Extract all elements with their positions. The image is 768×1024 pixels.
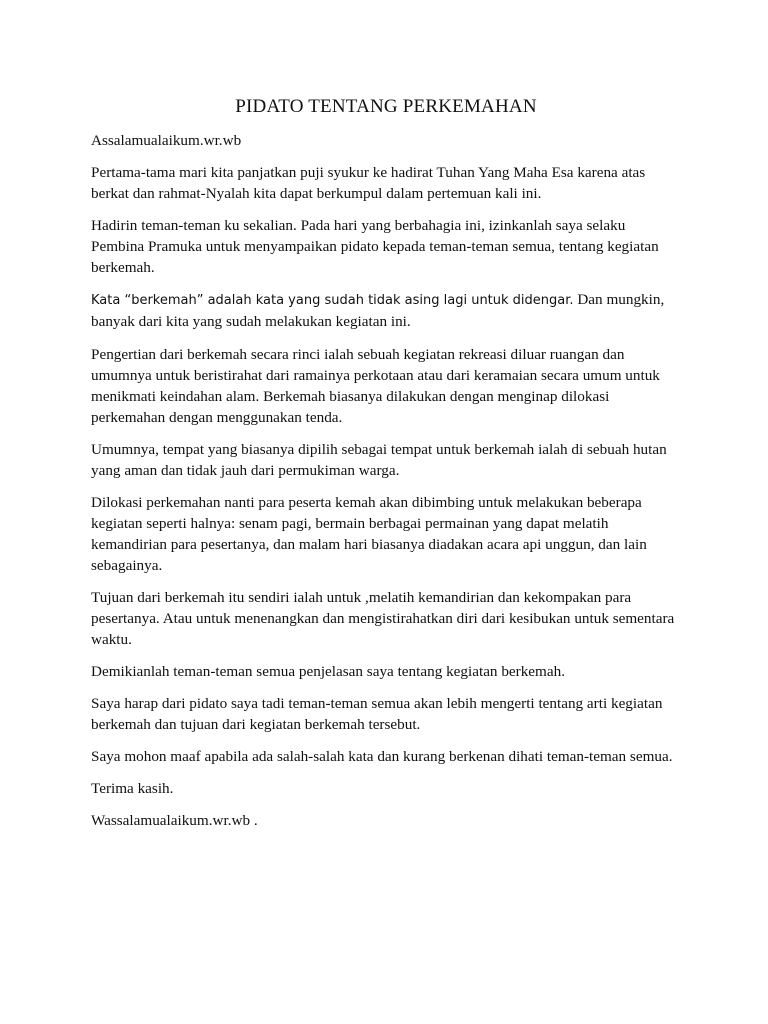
closing-salutation: Wassalamualaikum.wr.wb . xyxy=(91,812,258,829)
document-title: PIDATO TENTANG PERKEMAHAN xyxy=(235,96,537,117)
paragraph-definition: Pengertian dari berkemah secara rinci ialah sebuah kegiatan rekreasi diluar ruangan dan umumnya untuk beristirahat dari ramainya perkotaan atau dari keramaian secara umum untuk menikmati keindahan alam. Berkemah biasanya dilakukan dengan menginap dilokasi perkemahan dengan menggunakan tenda. xyxy=(91,346,660,426)
paragraph-location: Umumnya, tempat yang biasanya dipilih sebagai tempat untuk berkemah ialah di sebuah hutan yang aman dan tidak jauh dari permukiman warga. xyxy=(91,441,667,479)
paragraph-activities: Dilokasi perkemahan nanti para peserta kemah akan dibimbing untuk melakukan beberapa kegiatan seperti halnya: senam pagi, bermain berbagai permainan yang dapat melatih kemandirian para pesertanya, dan malam hari biasanya diadakan acara api unggun, dan lain sebagainya. xyxy=(91,494,647,574)
paragraph-purpose: Tujuan dari berkemah itu sendiri ialah untuk ,melatih kemandirian dan kekompakan para pesertanya. Atau untuk menenangkan dan mengistirahatkan diri dari kesibukan untuk sementara waktu. xyxy=(91,589,675,648)
paragraph-conclusion: Demikianlah teman-teman semua penjelasan saya tentang kegiatan berkemah. xyxy=(91,663,565,680)
paragraph-thanks: Terima kasih. xyxy=(91,780,174,797)
paragraph-apology: Saya mohon maaf apabila ada salah-salah kata dan kurang berkenan dihati teman-teman semua. xyxy=(91,748,673,765)
speech-document xyxy=(91,96,681,842)
paragraph-hope: Saya harap dari pidato saya tadi teman-teman semua akan lebih mengerti tentang arti kegiatan berkemah dan tujuan dari kegiatan berkemah tersebut. xyxy=(91,695,663,733)
paragraph-definition-intro xyxy=(91,289,681,333)
paragraph-audience: Hadirin teman-teman ku sekalian. Pada hari yang berbahagia ini, izinkanlah saya selaku Pembina Pramuka untuk menyampaikan pidato kepada teman-teman semua, tentang kegiatan berkemah. xyxy=(91,217,659,276)
paragraph-opening: Pertama-tama mari kita panjatkan puji syukur ke hadirat Tuhan Yang Maha Esa karena atas berkat dan rahmat-Nyalah kita dapat berkumpul dalam pertemuan kali ini. xyxy=(91,164,646,202)
greeting: Assalamualaikum.wr.wb xyxy=(91,132,242,149)
paragraph-definition-intro-part2: Dan mungkin, banyak dari kita yang sudah melakukan kegiatan ini. xyxy=(91,291,665,330)
paragraph-definition-intro-part1: Kata “berkemah” adalah kata yang sudah tidak asing lagi untuk didengar. xyxy=(91,293,574,308)
